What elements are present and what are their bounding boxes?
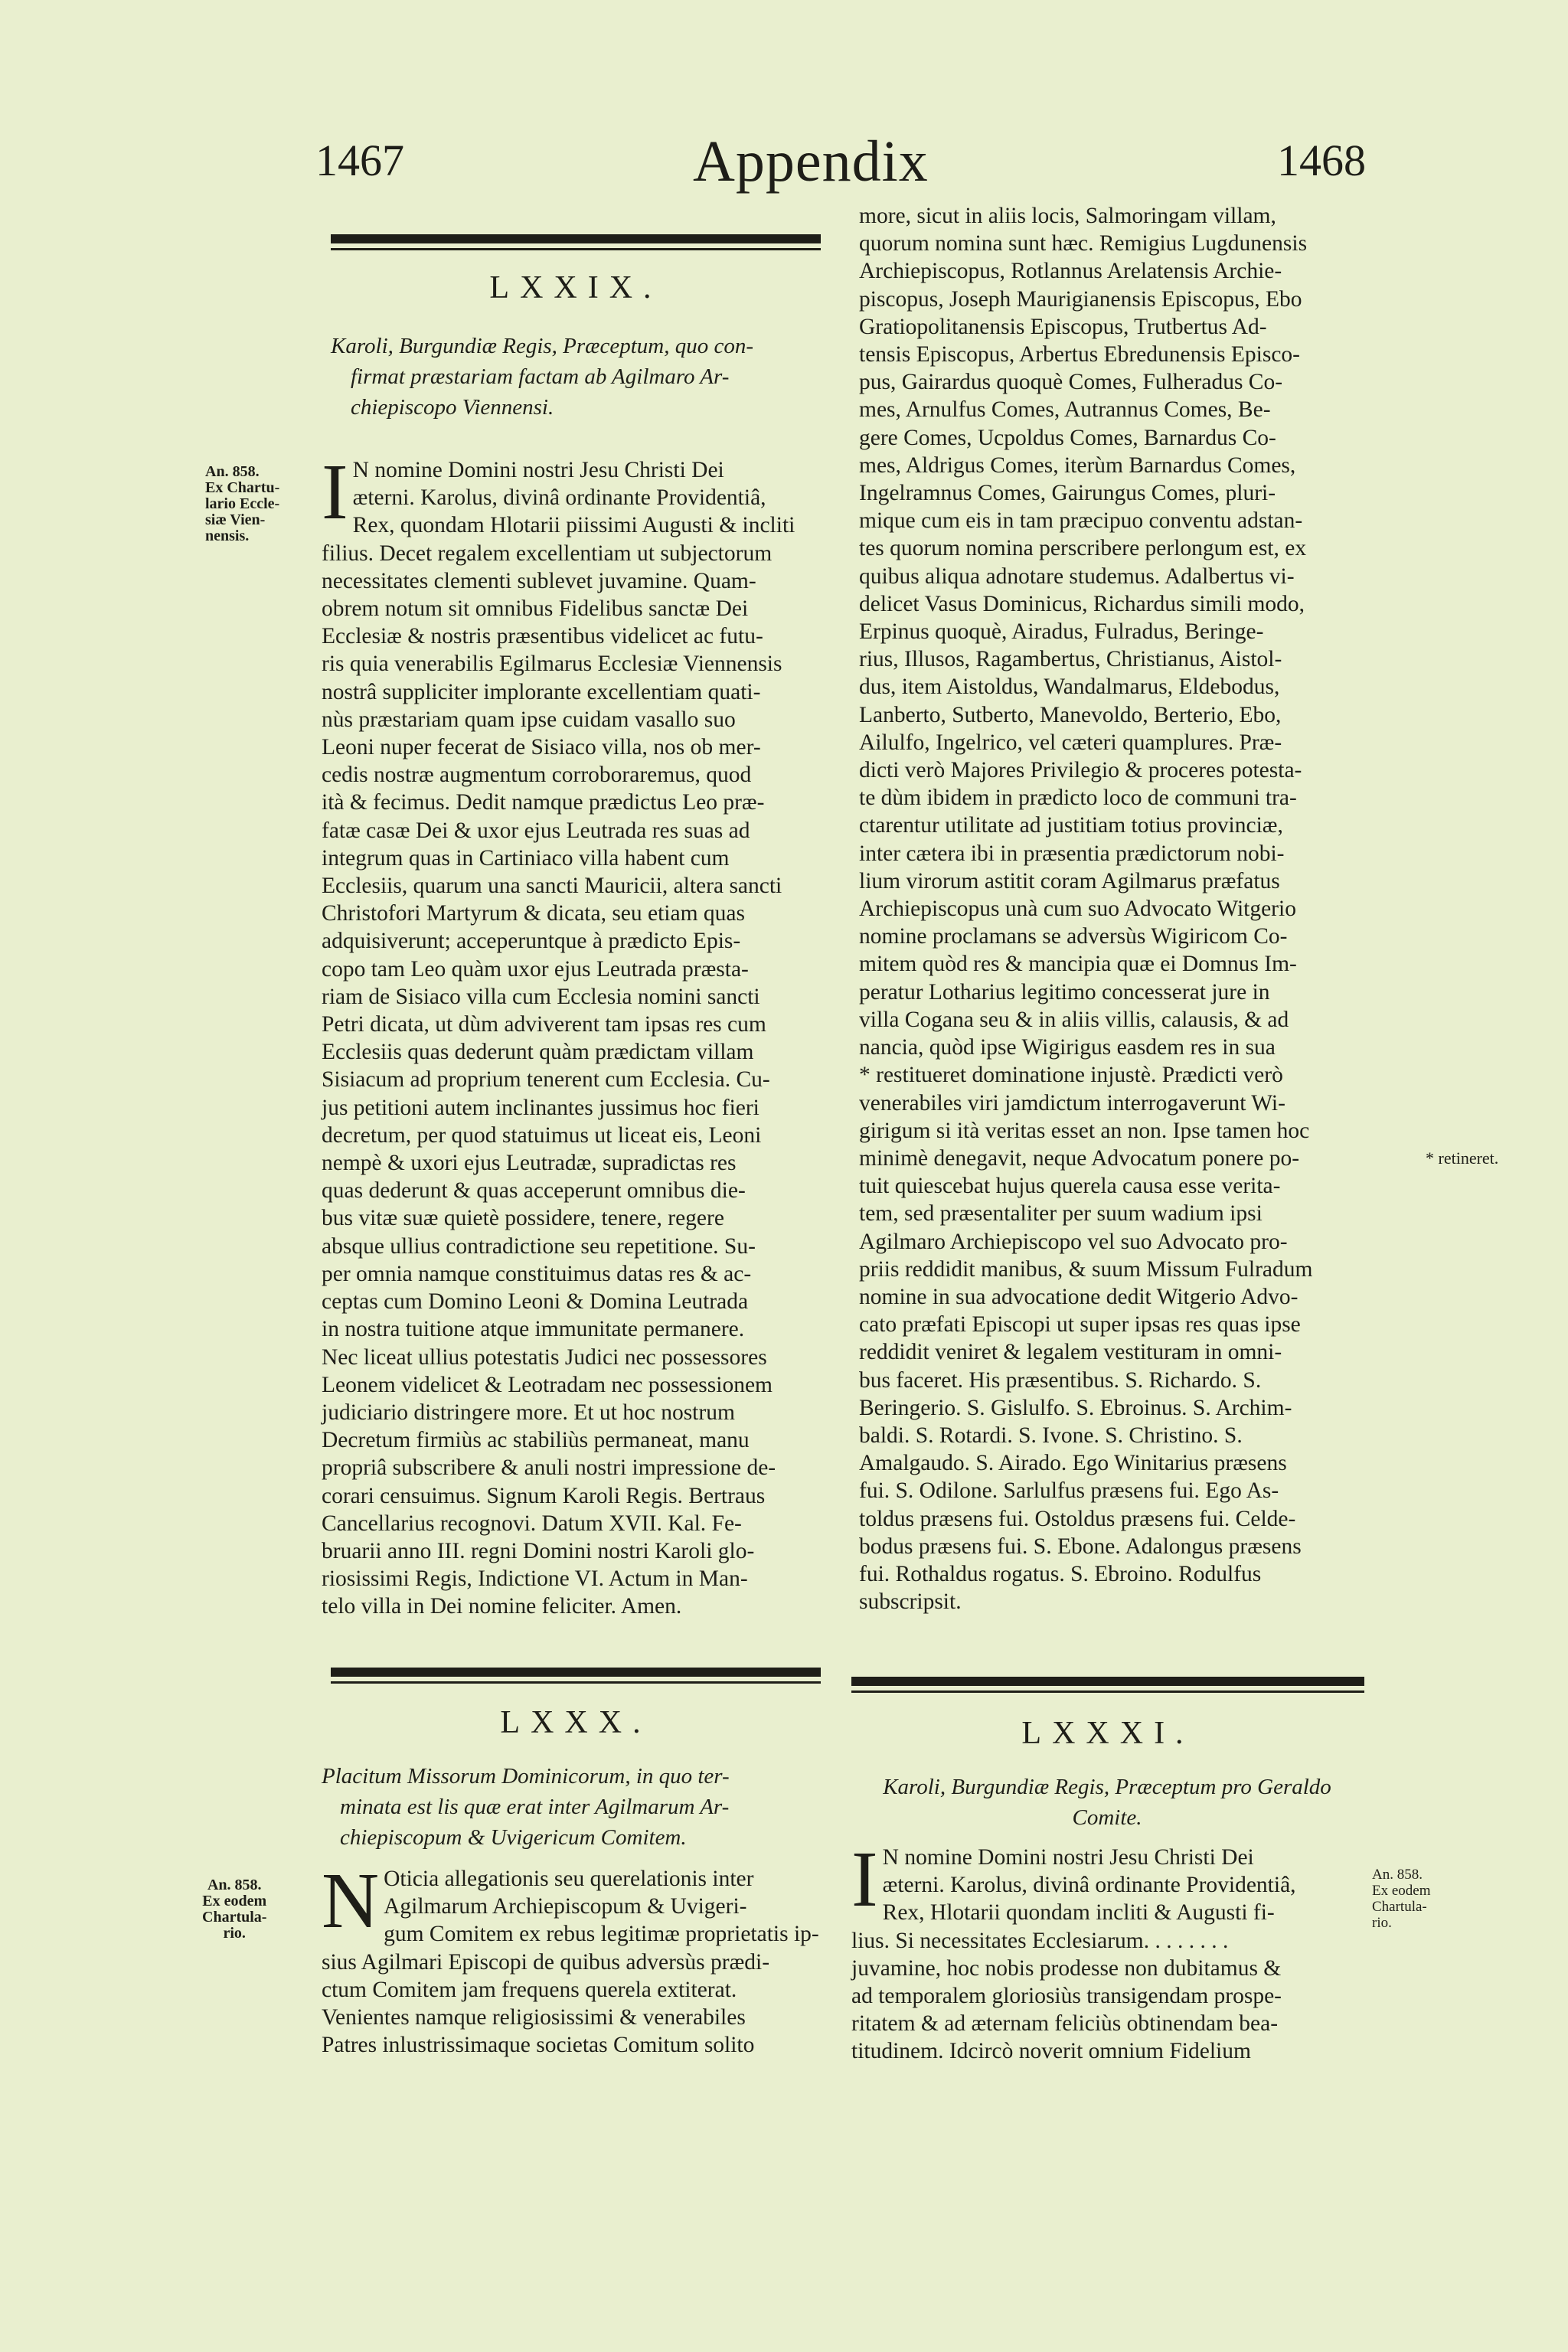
text-line: tes quorum nomina perscribere perlongum est, ex [859,536,1307,561]
text-line: Patres inlustrissimaque societas Comitum solito [322,2033,755,2058]
text-line: piscopus, Joseph Maurigianensis Episcopus, Ebo [859,286,1302,312]
text-line: ritatem & ad æternam feliciùs obtinendam bea- [851,2011,1279,2037]
text-line: Rex, quondam Hlotarii piissimi Augusti & incliti [352,513,795,538]
drop-cap: I [322,448,348,536]
text-line: girigum si ità veritas esset an non. Ipse tamen hoc [859,1118,1310,1143]
section-rule [851,1677,1364,1686]
text-line: N nomine Domini nostri Jesu Christi Dei [882,1845,1254,1870]
text-line: ctarentur utilitate ad justitiam totius provinciæ, [859,813,1283,838]
text-line: reddidit veniret & legalem vestituram in omni- [859,1340,1282,1365]
text-line: per omnia namque constituimus datas res & ac- [322,1261,752,1286]
text-line: nostrâ suppliciter implorante excellentiam quati- [322,679,761,704]
text-line: cato præfati Episcopi ut super ipsas res quas ipse [859,1312,1301,1338]
drop-cap: N [322,1857,380,1945]
text-line: propriâ subscribere & anuli nostri impressione de- [322,1455,776,1481]
text-line: quas dederunt & quas acceperunt omnibus die- [322,1178,746,1204]
text-line: N nomine Domini nostri Jesu Christi Dei [352,458,724,482]
text-line: nomine in sua advocatione dedit Witgerio Advo- [859,1284,1298,1309]
text-line: judiciario distringere more. Et ut hoc nostrum [322,1400,735,1425]
text-line: dus, item Aistoldus, Wandalmarus, Eldebodus, [859,675,1280,700]
text-line: venerabiles viri jamdictum interrogaverunt Wi- [859,1090,1285,1116]
right-column-body [859,202,1364,1615]
text-line: mes, Arnulfus Comes, Autrannus Comes, Be- [859,397,1271,423]
text-line: absque ullius contradictione seu repetitione. Su- [322,1233,756,1259]
page-number-left: 1467 [315,136,404,185]
section-rule [331,234,821,243]
text-line: Petri dicata, ut dùm adviverent tam ipsas res cum [322,1012,766,1037]
section-body-79 [322,448,827,1621]
text-line: villa Cogana seu & in aliis villis, calausis, & ad [859,1007,1289,1032]
text-line: nancia, quòd ipse Wigirigus easdem res in sua [859,1035,1276,1060]
page-number-right: 1468 [1277,136,1366,185]
text-line: Lanberto, Sutberto, Manevoldo, Berterio, Ebo, [859,702,1282,727]
section-subtitle-81: Karoli, Burgundiæ Regis, Præceptum pro Geraldo Comite. [883,1775,1331,1830]
text-line: necessitates clementi sublevet juvamine. Quam- [322,568,756,593]
text-line: Erpinus quoquè, Airadus, Fulradus, Beringe- [859,619,1264,645]
text-line: quorum nomina sunt hæc. Remigius Lugdunensis [859,231,1308,256]
text-line: lium virorum astitit coram Agilmarus præfatus [859,868,1280,893]
text-line: nomine proclamans se adversùs Wigiricom Co- [859,924,1288,949]
text-line: mes, Aldrigus Comes, iterùm Barnardus Comes, [859,452,1296,478]
text-line: lius. Si necessitates Ecclesiarum. . . . . . . . [851,1928,1229,1953]
section-heading-81: LXXXI. [1021,1716,1194,1751]
text-line: integrum quas in Cartiniaco villa habent cum [322,845,730,871]
text-line: Beringerio. S. Gislulfo. S. Ebroinus. S. Archim- [859,1395,1292,1420]
text-line: Ecclesiæ & nostris præsentibus videlicet ac futu- [322,624,763,649]
drop-cap: I [851,1835,878,1923]
text-line: baldi. S. Rotardi. S. Ivone. S. Christino. S. [859,1423,1243,1448]
text-line: mitem quòd res & mancipia quæ ei Domnus Im- [859,952,1297,977]
text-line: sius Agilmari Episcopi de quibus adversùs prædi- [322,1949,770,1975]
section-rule [331,1668,821,1677]
page-title: Appendix [693,129,929,194]
text-line: Ingelramnus Comes, Gairungus Comes, pluri- [859,481,1276,506]
text-line: Leoni nuper fecerat de Sisiaco villa, nos ob mer- [322,735,761,760]
margin-note-81: An. 858. Ex eodem Chartula- rio. [1372,1867,1431,1931]
text-line: Decretum firmiùs ac stabiliùs permaneat, manu [322,1428,750,1453]
text-line: Agilmarum Archiepiscopum & Uvigeri- [384,1894,747,1919]
text-line: inter cætera ibi in præsentia prædictorum nobi- [859,841,1285,866]
text-line: Cancellarius recognovi. Datum XVII. Kal. Fe- [322,1511,742,1536]
text-line: fui. S. Odilone. Sarlulfus præsens fui. Ego As- [859,1478,1279,1504]
text-line: æterni. Karolus, divinâ ordinante Providentiâ, [352,485,766,511]
text-line: ceptas cum Domino Leoni & Domina Leutrada [322,1289,749,1315]
text-line: * restitueret dominatione injustè. Prædicti verò [859,1063,1283,1088]
text-line: bodus præsens fui. S. Ebone. Adalongus præsens [859,1534,1302,1559]
side-note: * retineret. [1426,1148,1499,1168]
text-line: titudinem. Idcircò noverit omnium Fidelium [851,2039,1251,2064]
section-body-81 [851,1835,1364,2066]
text-line: tem, sed præsentaliter per suum wadium ipsi [859,1201,1263,1227]
text-line: nùs præstariam quam ipse cuidam vasallo suo [322,707,736,732]
text-line: Leonem videlicet & Leotradam nec possessionem [322,1372,773,1397]
text-line: fui. Rothaldus rogatus. S. Ebroino. Rodulfus [859,1561,1262,1586]
text-line: decretum, per quod statuimus ut liceat eis, Leoni [322,1122,762,1148]
text-line: dicti verò Majores Privilegio & proceres potesta- [859,758,1302,783]
text-line: peratur Lotharius legitimo concesserat jure in [859,979,1270,1004]
text-line: Nec liceat ullius potestatis Judici nec possessores [322,1344,767,1370]
text-line: Sisiacum ad proprium tenerent cum Ecclesia. Cu- [322,1067,770,1093]
text-line: fatæ casæ Dei & uxor ejus Leutrada res suas ad [322,818,750,843]
text-line: ità & fecimus. Dedit namque prædictus Leo præ- [322,790,765,815]
section-subtitle-79: Karoli, Burgundiæ Regis, Præceptum, quo con- firmat præstariam factam ab Agilmaro Ar- chiepiscopo Viennensi. [331,334,754,420]
text-line: Agilmaro Archiepiscopo vel suo Advocato pro- [859,1229,1288,1254]
text-line: delicet Vasus Dominicus, Richardus simili modo, [859,591,1305,616]
text-line: adquisiverunt; acceperuntque à prædicto Epis- [322,929,741,954]
text-line: Ecclesiis quas dederunt quàm prædictam villam [322,1040,754,1065]
text-line: Archiepiscopus unà cum suo Advocato Witgerio [859,897,1296,922]
section-heading-80: LXXX. [500,1705,652,1740]
text-line: toldus præsens fui. Ostoldus præsens fui. Celde- [859,1506,1296,1531]
text-line: minimè denegavit, neque Advocatum ponere po- [859,1145,1300,1171]
text-line: mique cum eis in tam præcipuo conventu adstan- [859,508,1303,534]
text-line: Ailulfo, Ingelrico, vel cæteri quamplures. Præ- [859,730,1282,755]
text-line: juvamine, hoc nobis prodesse non dubitamus & [851,1955,1282,1981]
text-line: Oticia allegationis seu querelationis inter [384,1867,754,1891]
margin-note-80: An. 858. Ex eodem Chartula- rio. [202,1877,267,1942]
text-line: bus faceret. His præsentibus. S. Richardo. S. [859,1367,1262,1393]
text-line: te dùm ibidem in prædicto loco de communi tra- [859,786,1297,811]
text-line: copo tam Leo quàm uxor ejus Leutrada præsta- [322,956,749,982]
section-heading-79: LXXIX. [489,270,662,305]
text-line: Christofori Martyrum & dicata, seu etiam quas [322,901,745,926]
text-line: tensis Episcopus, Arbertus Ebredunensis Episco- [859,342,1300,368]
text-line: Rex, Hlotarii quondam incliti & Augusti fi- [882,1900,1275,1926]
text-line: gere Comes, Ucpoldus Comes, Barnardus Co- [859,425,1276,450]
text-line: telo villa in Dei nomine feliciter. Amen. [322,1594,682,1619]
section-subtitle-80: Placitum Missorum Dominicorum, in quo ter- minata est lis quæ erat inter Agilmarum Ar- chiepiscopum & Uvigericum Comitem. [322,1764,730,1850]
text-line: gum Comitem ex rebus legitimæ proprietatis ip- [384,1922,819,1947]
text-line: nempè & uxori ejus Leutradæ, supradictas res [322,1151,737,1176]
margin-note-79: An. 858. Ex Chartu- lario Eccle- siæ Vien- nensis. [205,463,280,544]
text-line: in nostra tuitione atque immunitate permanere. [322,1317,745,1342]
text-line: corari censuimus. Signum Karoli Regis. Bertraus [322,1483,766,1508]
text-line: ad temporalem gloriosiùs transigendam prospe- [851,1984,1282,2009]
text-line: Venientes namque religiosissimi & venerabiles [322,2005,746,2030]
text-line: riosissimi Regis, Indictione VI. Actum in Man- [322,1566,748,1592]
text-line: tuit quiescebat hujus querela causa esse verita- [859,1174,1281,1199]
text-line: Amalgaudo. S. Airado. Ego Winitarius præsens [859,1451,1287,1476]
text-line: ctum Comitem jam frequens querela extiterat. [322,1977,737,2002]
text-line: filius. Decet regalem excellentiam ut subjectorum [322,541,773,566]
text-line: more, sicut in aliis locis, Salmoringam villam, [859,204,1276,228]
text-line: bus vitæ suæ quietè possidere, tenere, regere [322,1206,724,1231]
text-line: æterni. Karolus, divinâ ordinante Providentiâ, [882,1873,1296,1898]
text-line: jus petitioni autem inclinantes jussimus hoc fieri [322,1095,760,1120]
text-line: Gratiopolitanensis Episcopus, Trutbertus Ad- [859,314,1267,339]
text-line: ris quia venerabilis Egilmarus Ecclesiæ Viennensis [322,652,782,677]
text-line: bruarii anno III. regni Domini nostri Karoli glo- [322,1538,755,1563]
text-line: quibus aliqua adnotare studemus. Adalbertus vi- [859,564,1295,589]
text-line: rius, Illusos, Ragambertus, Christianus, Aistol- [859,647,1282,672]
section-body-80 [322,1857,827,2059]
text-line: Ecclesiis, quarum una sancti Mauricii, altera sancti [322,874,782,899]
text-line: subscripsit. [859,1589,962,1615]
text-line: pus, Gairardus quoquè Comes, Fulheradus Co- [859,370,1283,395]
text-line: obrem notum sit omnibus Fidelibus sanctæ Dei [322,596,749,622]
text-line: Archiepiscopus, Rotlannus Arelatensis Archie- [859,259,1282,284]
text-line: riam de Sisiaco villa cum Ecclesia nomini sancti [322,984,760,1009]
text-line: cedis nostræ augmentum corroboraremus, quod [322,763,752,788]
text-line: priis reddidit manibus, & suum Missum Fulradum [859,1256,1313,1282]
